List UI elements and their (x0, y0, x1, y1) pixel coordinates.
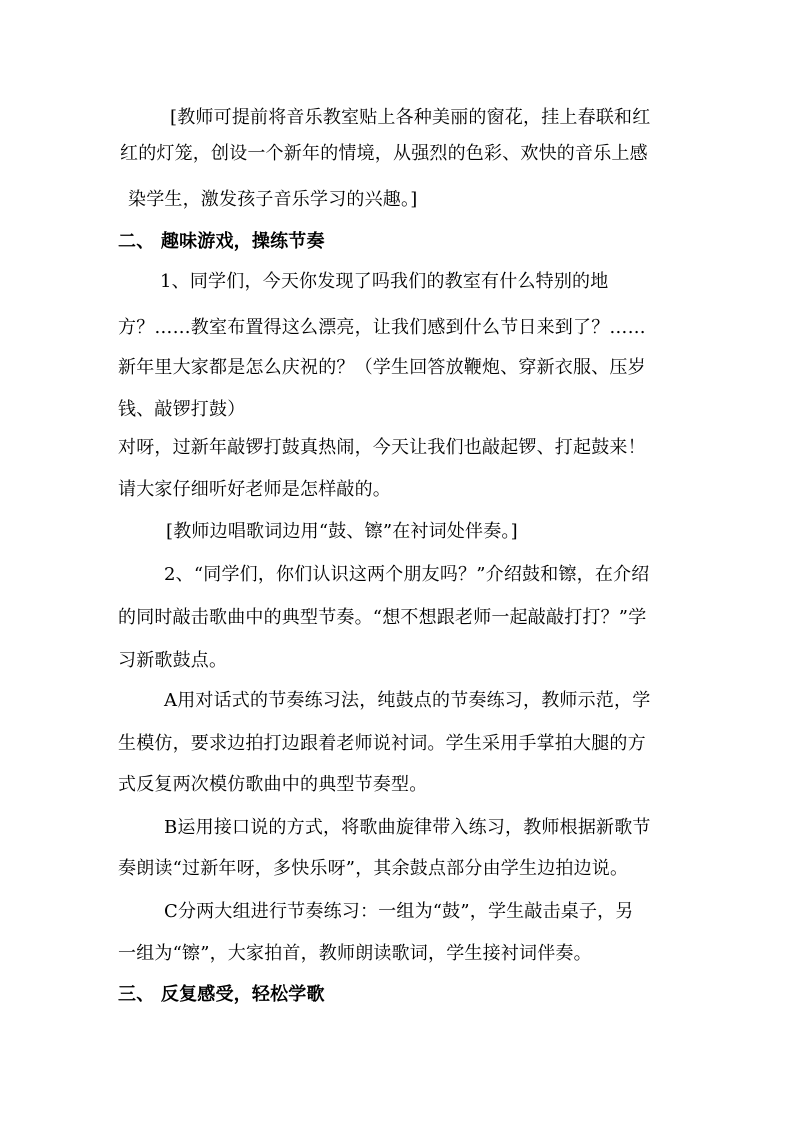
paraB-line-1: B运用接口说的方式，将歌曲旋律带入练习，教师根据新歌节 (164, 817, 651, 838)
paraA-line-2: 生模仿，要求边拍打边跟着老师说衬词。学生采用手掌拍大腿的方 (118, 733, 646, 754)
para1-line-4: 钱、敲锣打鼓） (118, 399, 246, 420)
note1-line-2: 红的灯笼，创设一个新年的情境，从强烈的色彩、欢快的音乐上感 (120, 143, 648, 164)
note1-line-3: 染学生，激发孩子音乐学习的兴趣。] (128, 189, 418, 210)
paraC-line-1: C分两大组进行节奏练习：一组为“鼓”，学生敲击桌子，另 (164, 901, 634, 922)
para2-line-1: 2、“同学们，你们认识这两个朋友吗？”介绍鼓和镲，在介绍 (164, 564, 650, 585)
paraC-line-2: 一组为“镲”，大家拍首，教师朗读歌词，学生接衬词伴奏。 (118, 943, 592, 964)
para1-line-2: 方？……教室布置得这么漂亮，让我们感到什么节日来到了？…… (118, 317, 646, 338)
para1-line-6: 请大家仔细听好老师是怎样敲的。 (118, 479, 391, 500)
note2-line: [教师边唱歌词边用“鼓、镲”在衬词处伴奏。] (166, 521, 518, 542)
para1-line-5: 对呀，过新年敲锣打鼓真热闹，今天让我们也敲起锣、打起鼓来！ (118, 437, 646, 458)
para2-line-3: 习新歌鼓点。 (118, 650, 228, 671)
section-heading-3: 三、 反复感受，轻松学歌 (118, 984, 325, 1005)
note1-line-1: [教师可提前将音乐教室贴上各种美丽的窗花，挂上春联和红 (170, 107, 651, 128)
section-heading-2: 二、 趣味游戏，操练节奏 (118, 231, 325, 252)
paraB-line-2: 奏朗读“过新年呀，多快乐呀”，其余鼓点部分由学生边拍边说。 (118, 858, 629, 879)
para2-line-2: 的同时敲击歌曲中的典型节奏。“想不想跟老师一起敲敲打打？”学 (118, 607, 647, 628)
para1-line-1: 1、同学们，今天你发现了吗我们的教室有什么特别的地 (160, 271, 609, 292)
paraA-line-3: 式反复两次模仿歌曲中的典型节奏型。 (118, 774, 428, 795)
para1-line-3: 新年里大家都是怎么庆祝的？（学生回答放鞭炮、穿新衣服、压岁 (118, 357, 646, 378)
paraA-line-1: A用对话式的节奏练习法，纯鼓点的节奏练习，教师示范，学 (164, 690, 651, 711)
